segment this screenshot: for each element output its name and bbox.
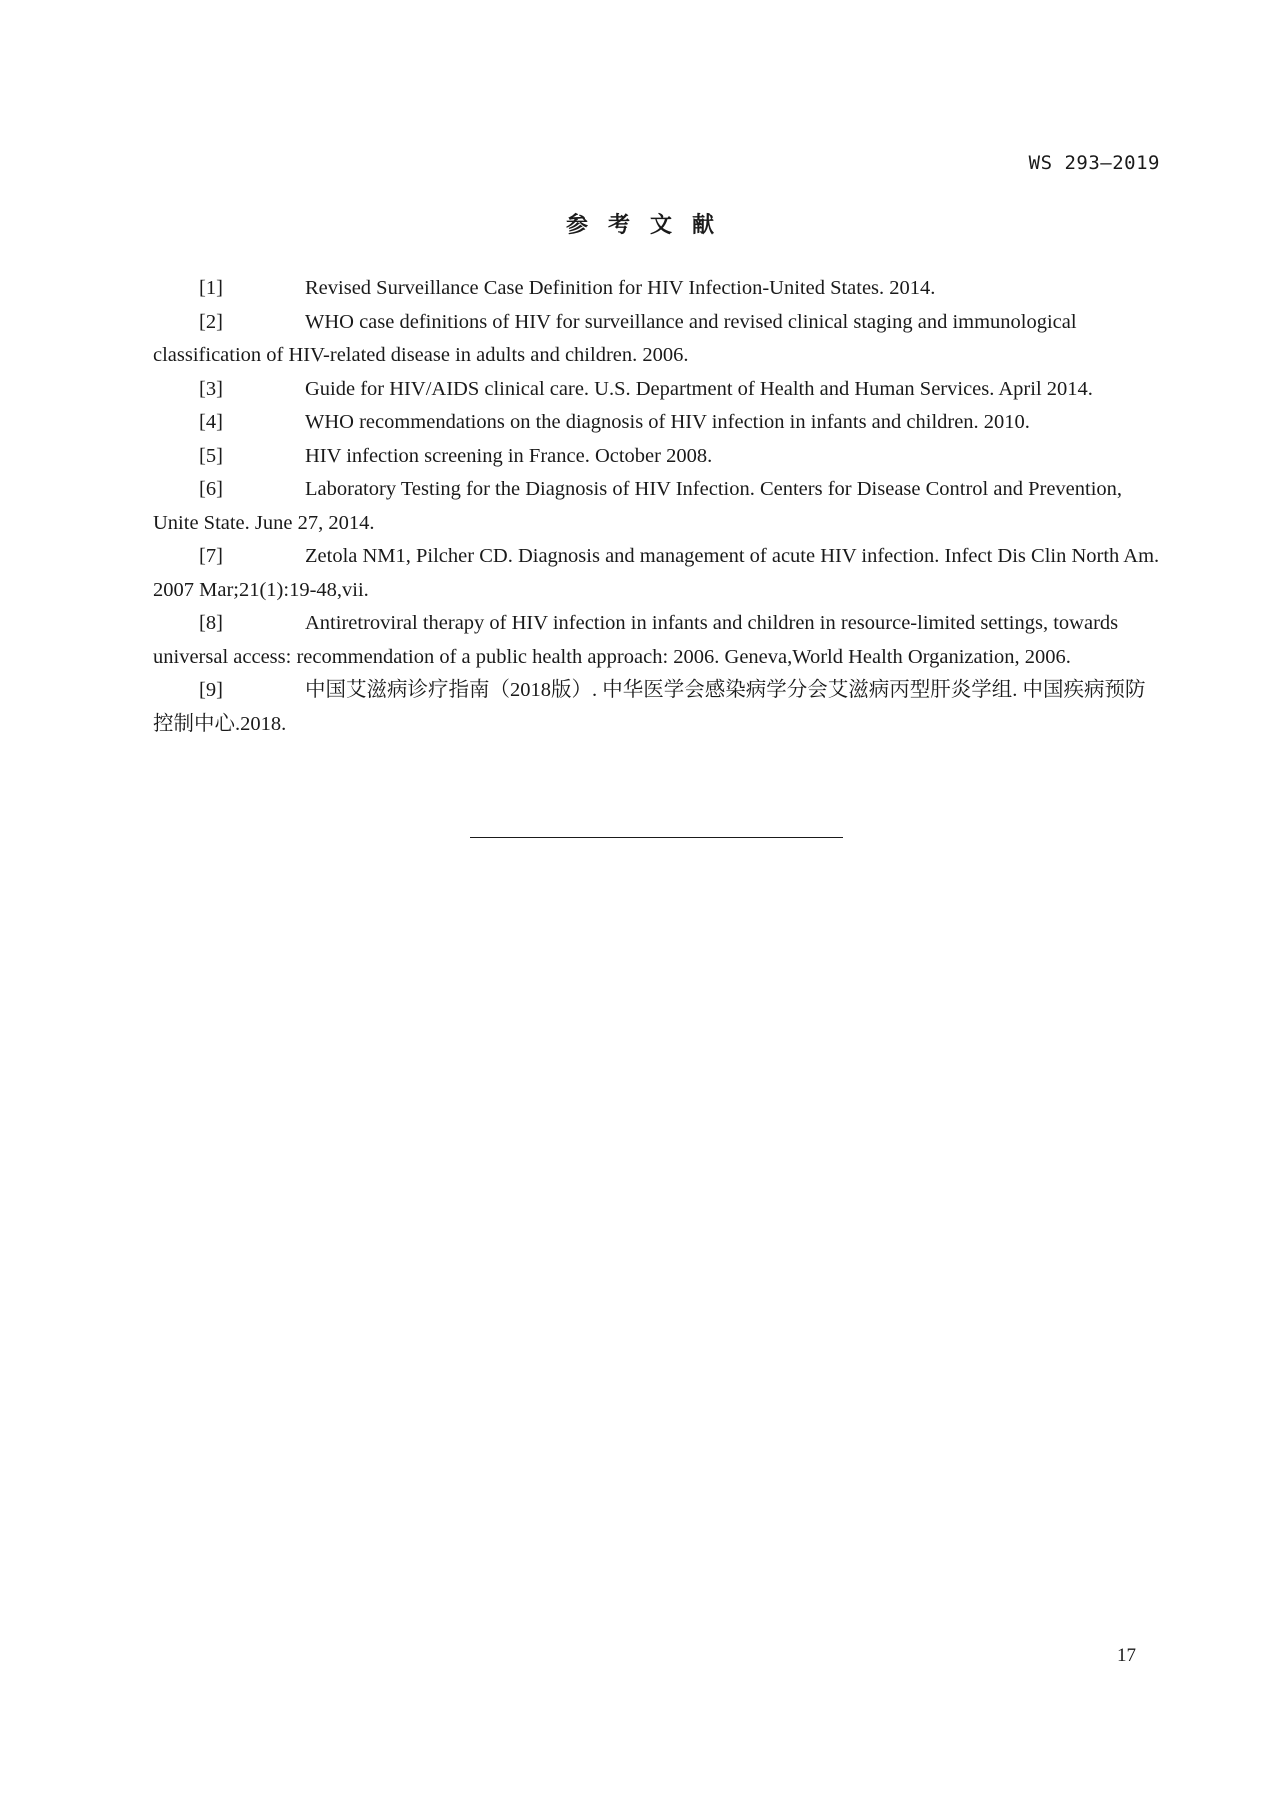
reference-number: [2]: [199, 310, 223, 333]
section-title: 参考文献: [565, 213, 734, 238]
reference-number: [9]: [199, 679, 223, 701]
reference-item: [153, 306, 1165, 373]
reference-text: Zetola NM1, Pilcher CD. Diagnosis and management of acute HIV infection. Infect Dis Clin North Am. 2007 Mar;21(1):19-48,vii.: [153, 545, 1160, 601]
reference-number: [4]: [199, 411, 223, 433]
reference-text: Guide for HIV/AIDS clinical care. U.S. Department of Health and Human Services. April 2014.: [305, 377, 1093, 400]
reference-item: [153, 473, 1165, 540]
page-number: 17: [1117, 1645, 1136, 1666]
reference-item: [153, 406, 1165, 440]
reference-list: [153, 272, 1165, 741]
reference-number: [8]: [199, 612, 223, 634]
reference-item: [153, 440, 1165, 474]
standard-code: WS 293—2019: [1028, 152, 1160, 174]
reference-number: [7]: [199, 545, 223, 567]
reference-text: Laboratory Testing for the Diagnosis of HIV Infection. Centers for Disease Control and Prevention, Unite State. June 27, 2014.: [153, 478, 1123, 534]
reference-text: Revised Surveillance Case Definition for HIV Infection-United States. 2014.: [305, 277, 936, 299]
reference-item: [153, 607, 1165, 674]
reference-number: [1]: [199, 277, 223, 299]
reference-text: 中国艾滋病诊疗指南（2018版）. 中华医学会感染病学分会艾滋病丙型肝炎学组. 中国疾病预防控制中心.2018.: [153, 679, 1146, 735]
reference-item: [153, 540, 1165, 607]
reference-item: [153, 272, 1165, 306]
reference-number: [6]: [199, 478, 223, 500]
reference-text: WHO recommendations on the diagnosis of HIV infection in infants and children. 2010.: [305, 411, 1030, 433]
reference-number: [3]: [199, 377, 223, 400]
reference-number: [5]: [199, 444, 223, 467]
reference-text: Antiretroviral therapy of HIV infection in infants and children in resource-limited settings, towards universal access: recommendation of a public health approach: 2006. Geneva,World Health Organization, 2006.: [153, 612, 1119, 668]
reference-text: WHO case definitions of HIV for surveillance and revised clinical staging and immunological classification of HIV-related disease in adults and children. 2006.: [153, 310, 1077, 366]
end-rule: [470, 837, 843, 838]
reference-item: [153, 373, 1165, 407]
reference-item: [153, 674, 1165, 741]
reference-text: HIV infection screening in France. October 2008.: [305, 444, 713, 467]
